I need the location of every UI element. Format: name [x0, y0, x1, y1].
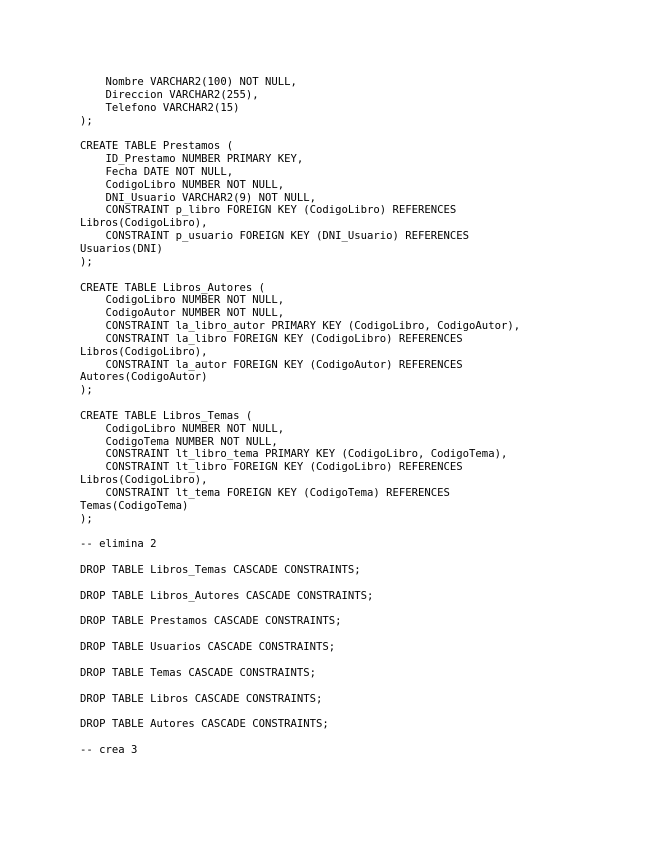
code-line: CodigoTema NUMBER NOT NULL, — [80, 435, 278, 448]
code-line: CONSTRAINT la_libro_autor PRIMARY KEY (CodigoLibro, CodigoAutor), — [80, 320, 521, 333]
code-line: CONSTRAINT p_usuario FOREIGN KEY (DNI_Usuario) REFERENCES — [80, 230, 470, 243]
code-line: DROP TABLE Prestamos CASCADE CONSTRAINTS; — [80, 615, 342, 628]
code-line: Libros(CodigoLibro), — [80, 217, 208, 230]
code-line — [80, 551, 520, 564]
code-line — [80, 705, 520, 718]
code-line: DROP TABLE Libros CASCADE CONSTRAINTS; — [80, 692, 323, 705]
code-line: Libros(CodigoLibro), — [80, 474, 208, 487]
code-line: Usuarios(DNI) — [80, 242, 163, 255]
code-line — [80, 603, 520, 616]
code-line: Libros(CodigoLibro), — [80, 345, 208, 358]
code-line: -- crea 3 — [80, 743, 138, 756]
code-line: DROP TABLE Libros_Autores CASCADE CONSTRAINTS; — [80, 589, 374, 602]
code-line: ID_Prestamo NUMBER PRIMARY KEY, — [80, 153, 304, 166]
code-line — [80, 269, 520, 282]
code-line: CONSTRAINT lt_tema FOREIGN KEY (CodigoTema) REFERENCES — [80, 487, 450, 499]
code-line: ); — [80, 384, 93, 397]
code-line — [80, 680, 520, 693]
code-line — [80, 397, 520, 410]
code-line: CONSTRAINT la_autor FOREIGN KEY (CodigoAutor) REFERENCES — [80, 358, 463, 371]
code-line: DROP TABLE Temas CASCADE CONSTRAINTS; — [80, 666, 316, 679]
code-line: ); — [80, 512, 93, 525]
code-line: CONSTRAINT la_libro FOREIGN KEY (CodigoLibro) REFERENCES — [80, 332, 463, 345]
code-line: CodigoLibro NUMBER NOT NULL, — [80, 422, 285, 435]
code-line: ); — [80, 255, 93, 268]
code-line: CodigoAutor NUMBER NOT NULL, — [80, 307, 285, 320]
code-line: DNI_Usuario VARCHAR2(9) NOT NULL, — [80, 191, 316, 204]
code-line: DROP TABLE Libros_Temas CASCADE CONSTRAINTS; — [80, 564, 361, 577]
sql-code-block — [80, 76, 520, 757]
code-line: CREATE TABLE Libros_Temas ( — [80, 409, 253, 422]
code-line: Fecha DATE NOT NULL, — [80, 165, 234, 178]
code-line — [80, 654, 520, 667]
code-line: CREATE TABLE Prestamos ( — [80, 140, 234, 153]
code-line: Nombre VARCHAR2(100) NOT NULL, — [80, 76, 297, 88]
code-line — [80, 731, 520, 744]
code-line: -- elimina 2 — [80, 538, 157, 551]
code-line: Autores(CodigoAutor) — [80, 371, 208, 384]
code-line: ); — [80, 114, 93, 127]
code-line — [80, 127, 520, 140]
code-line — [80, 526, 520, 539]
code-line: DROP TABLE Autores CASCADE CONSTRAINTS; — [80, 718, 329, 731]
code-line: CodigoLibro NUMBER NOT NULL, — [80, 294, 285, 307]
code-line: CodigoLibro NUMBER NOT NULL, — [80, 178, 285, 191]
code-line — [80, 577, 520, 590]
code-line: CONSTRAINT lt_libro_tema PRIMARY KEY (CodigoLibro, CodigoTema), — [80, 448, 508, 461]
code-line: Temas(CodigoTema) — [80, 499, 189, 512]
code-line: Direccion VARCHAR2(255), — [80, 88, 259, 101]
code-line: Telefono VARCHAR2(15) — [80, 101, 240, 114]
code-line: DROP TABLE Usuarios CASCADE CONSTRAINTS; — [80, 641, 336, 654]
code-line — [80, 628, 520, 641]
code-line: CONSTRAINT lt_libro FOREIGN KEY (CodigoLibro) REFERENCES — [80, 461, 463, 474]
code-line: CONSTRAINT p_libro FOREIGN KEY (CodigoLibro) REFERENCES — [80, 204, 457, 217]
code-line: CREATE TABLE Libros_Autores ( — [80, 281, 265, 294]
